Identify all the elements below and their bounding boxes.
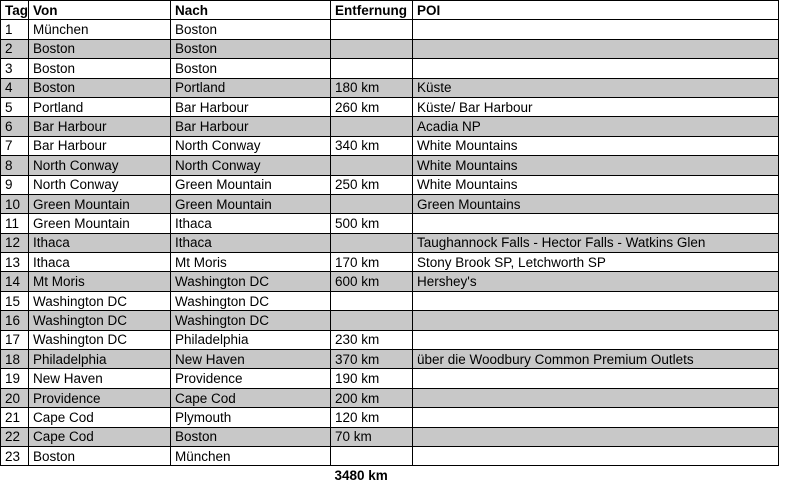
cell-von: München (29, 20, 171, 39)
cell-poi (413, 59, 779, 78)
table-row (1, 194, 779, 213)
table-row (1, 369, 779, 388)
cell-tag: 10 (1, 194, 29, 213)
cell-poi: Stony Brook SP, Letchworth SP (413, 253, 779, 272)
cell-poi: White Mountains (413, 156, 779, 175)
cell-tag: 16 (1, 311, 29, 330)
cell-entfernung (331, 233, 413, 252)
header-poi: POI (413, 1, 779, 20)
cell-von: North Conway (29, 156, 171, 175)
cell-von: Cape Cod (29, 427, 171, 446)
cell-tag: 1 (1, 20, 29, 39)
table-row (1, 291, 779, 310)
cell-von: New Haven (29, 369, 171, 388)
table-row (1, 59, 779, 78)
cell-von: Boston (29, 59, 171, 78)
cell-von: North Conway (29, 175, 171, 194)
cell-nach: Washington DC (171, 291, 331, 310)
table-row (1, 233, 779, 252)
cell-tag: 18 (1, 350, 29, 369)
cell-entfernung: 260 km (331, 97, 413, 116)
cell-tag: 17 (1, 330, 29, 349)
cell-poi (413, 20, 779, 39)
cell-von: Washington DC (29, 291, 171, 310)
cell-entfernung: 230 km (331, 330, 413, 349)
cell-entfernung: 250 km (331, 175, 413, 194)
cell-von: Boston (29, 39, 171, 58)
cell-poi (413, 311, 779, 330)
table-row (1, 78, 779, 97)
cell-poi (413, 446, 779, 465)
table-row (1, 214, 779, 233)
cell-poi: Green Mountains (413, 194, 779, 213)
header-nach: Nach (171, 1, 331, 20)
total-distance: 3480 km (331, 466, 413, 485)
header-entfernung: Entfernung (331, 1, 413, 20)
cell-von: Philadelphia (29, 350, 171, 369)
table-row (1, 427, 779, 446)
cell-tag: 11 (1, 214, 29, 233)
cell-poi (413, 39, 779, 58)
cell-poi (413, 330, 779, 349)
table-row (1, 408, 779, 427)
cell-von: Bar Harbour (29, 136, 171, 155)
cell-von: Green Mountain (29, 214, 171, 233)
cell-von: Boston (29, 446, 171, 465)
cell-poi: White Mountains (413, 136, 779, 155)
cell-nach: Boston (171, 59, 331, 78)
cell-tag: 20 (1, 388, 29, 407)
cell-von: Ithaca (29, 253, 171, 272)
cell-nach: Washington DC (171, 272, 331, 291)
cell-tag: 12 (1, 233, 29, 252)
cell-nach: Boston (171, 39, 331, 58)
cell-entfernung (331, 194, 413, 213)
table-row (1, 446, 779, 465)
cell-poi (413, 388, 779, 407)
cell-nach: New Haven (171, 350, 331, 369)
header-row (1, 1, 779, 20)
cell-nach: Green Mountain (171, 175, 331, 194)
cell-poi: White Mountains (413, 175, 779, 194)
table-row (1, 39, 779, 58)
cell-entfernung: 190 km (331, 369, 413, 388)
total-row (1, 466, 779, 485)
cell-tag: 2 (1, 39, 29, 58)
cell-tag: 8 (1, 156, 29, 175)
cell-entfernung: 120 km (331, 408, 413, 427)
cell-nach: Green Mountain (171, 194, 331, 213)
cell-von: Providence (29, 388, 171, 407)
table-row (1, 20, 779, 39)
table-row (1, 97, 779, 116)
cell-tag: 22 (1, 427, 29, 446)
cell-nach: Philadelphia (171, 330, 331, 349)
table-row (1, 272, 779, 291)
cell-entfernung: 340 km (331, 136, 413, 155)
cell-tag: 7 (1, 136, 29, 155)
cell-entfernung: 600 km (331, 272, 413, 291)
header-von: Von (29, 1, 171, 20)
cell-tag: 15 (1, 291, 29, 310)
cell-nach: Ithaca (171, 233, 331, 252)
cell-nach: Bar Harbour (171, 117, 331, 136)
cell-nach: Cape Cod (171, 388, 331, 407)
total-spacer-3 (171, 466, 331, 485)
cell-tag: 9 (1, 175, 29, 194)
cell-nach: Bar Harbour (171, 97, 331, 116)
cell-entfernung: 370 km (331, 350, 413, 369)
cell-entfernung: 500 km (331, 214, 413, 233)
cell-poi: Acadia NP (413, 117, 779, 136)
cell-poi: Küste/ Bar Harbour (413, 97, 779, 116)
cell-tag: 19 (1, 369, 29, 388)
total-spacer-1 (1, 466, 29, 485)
cell-tag: 3 (1, 59, 29, 78)
cell-entfernung: 70 km (331, 427, 413, 446)
header-tag: Tag (1, 1, 29, 20)
cell-entfernung (331, 291, 413, 310)
table-row (1, 156, 779, 175)
table-row (1, 388, 779, 407)
cell-entfernung (331, 446, 413, 465)
total-spacer-2 (29, 466, 171, 485)
cell-entfernung (331, 39, 413, 58)
cell-von: Bar Harbour (29, 117, 171, 136)
cell-tag: 5 (1, 97, 29, 116)
cell-tag: 13 (1, 253, 29, 272)
table-row (1, 136, 779, 155)
cell-entfernung (331, 59, 413, 78)
cell-von: Portland (29, 97, 171, 116)
cell-nach: Boston (171, 20, 331, 39)
cell-nach: Ithaca (171, 214, 331, 233)
cell-poi (413, 214, 779, 233)
cell-nach: North Conway (171, 136, 331, 155)
cell-von: Green Mountain (29, 194, 171, 213)
cell-entfernung (331, 117, 413, 136)
cell-poi: Küste (413, 78, 779, 97)
cell-von: Washington DC (29, 311, 171, 330)
cell-poi (413, 369, 779, 388)
cell-entfernung (331, 20, 413, 39)
cell-von: Ithaca (29, 233, 171, 252)
cell-poi: Taughannock Falls - Hector Falls - Watkins Glen (413, 233, 779, 252)
cell-poi (413, 408, 779, 427)
cell-entfernung (331, 311, 413, 330)
cell-entfernung: 170 km (331, 253, 413, 272)
cell-entfernung: 200 km (331, 388, 413, 407)
cell-entfernung: 180 km (331, 78, 413, 97)
cell-poi: über die Woodbury Common Premium Outlets (413, 350, 779, 369)
cell-nach: North Conway (171, 156, 331, 175)
cell-nach: Plymouth (171, 408, 331, 427)
cell-poi: Hershey's (413, 272, 779, 291)
table-row (1, 253, 779, 272)
cell-nach: Washington DC (171, 311, 331, 330)
table-row (1, 311, 779, 330)
table-row (1, 350, 779, 369)
cell-poi (413, 291, 779, 310)
cell-nach: Providence (171, 369, 331, 388)
cell-nach: Portland (171, 78, 331, 97)
table-row (1, 117, 779, 136)
cell-von: Mt Moris (29, 272, 171, 291)
cell-tag: 21 (1, 408, 29, 427)
table-row (1, 175, 779, 194)
cell-poi (413, 427, 779, 446)
cell-tag: 23 (1, 446, 29, 465)
cell-von: Cape Cod (29, 408, 171, 427)
cell-nach: München (171, 446, 331, 465)
cell-nach: Mt Moris (171, 253, 331, 272)
cell-nach: Boston (171, 427, 331, 446)
cell-tag: 14 (1, 272, 29, 291)
cell-tag: 4 (1, 78, 29, 97)
cell-tag: 6 (1, 117, 29, 136)
cell-entfernung (331, 156, 413, 175)
total-spacer-4 (413, 466, 779, 485)
cell-von: Washington DC (29, 330, 171, 349)
table-body (1, 20, 779, 466)
table-row (1, 330, 779, 349)
cell-von: Boston (29, 78, 171, 97)
